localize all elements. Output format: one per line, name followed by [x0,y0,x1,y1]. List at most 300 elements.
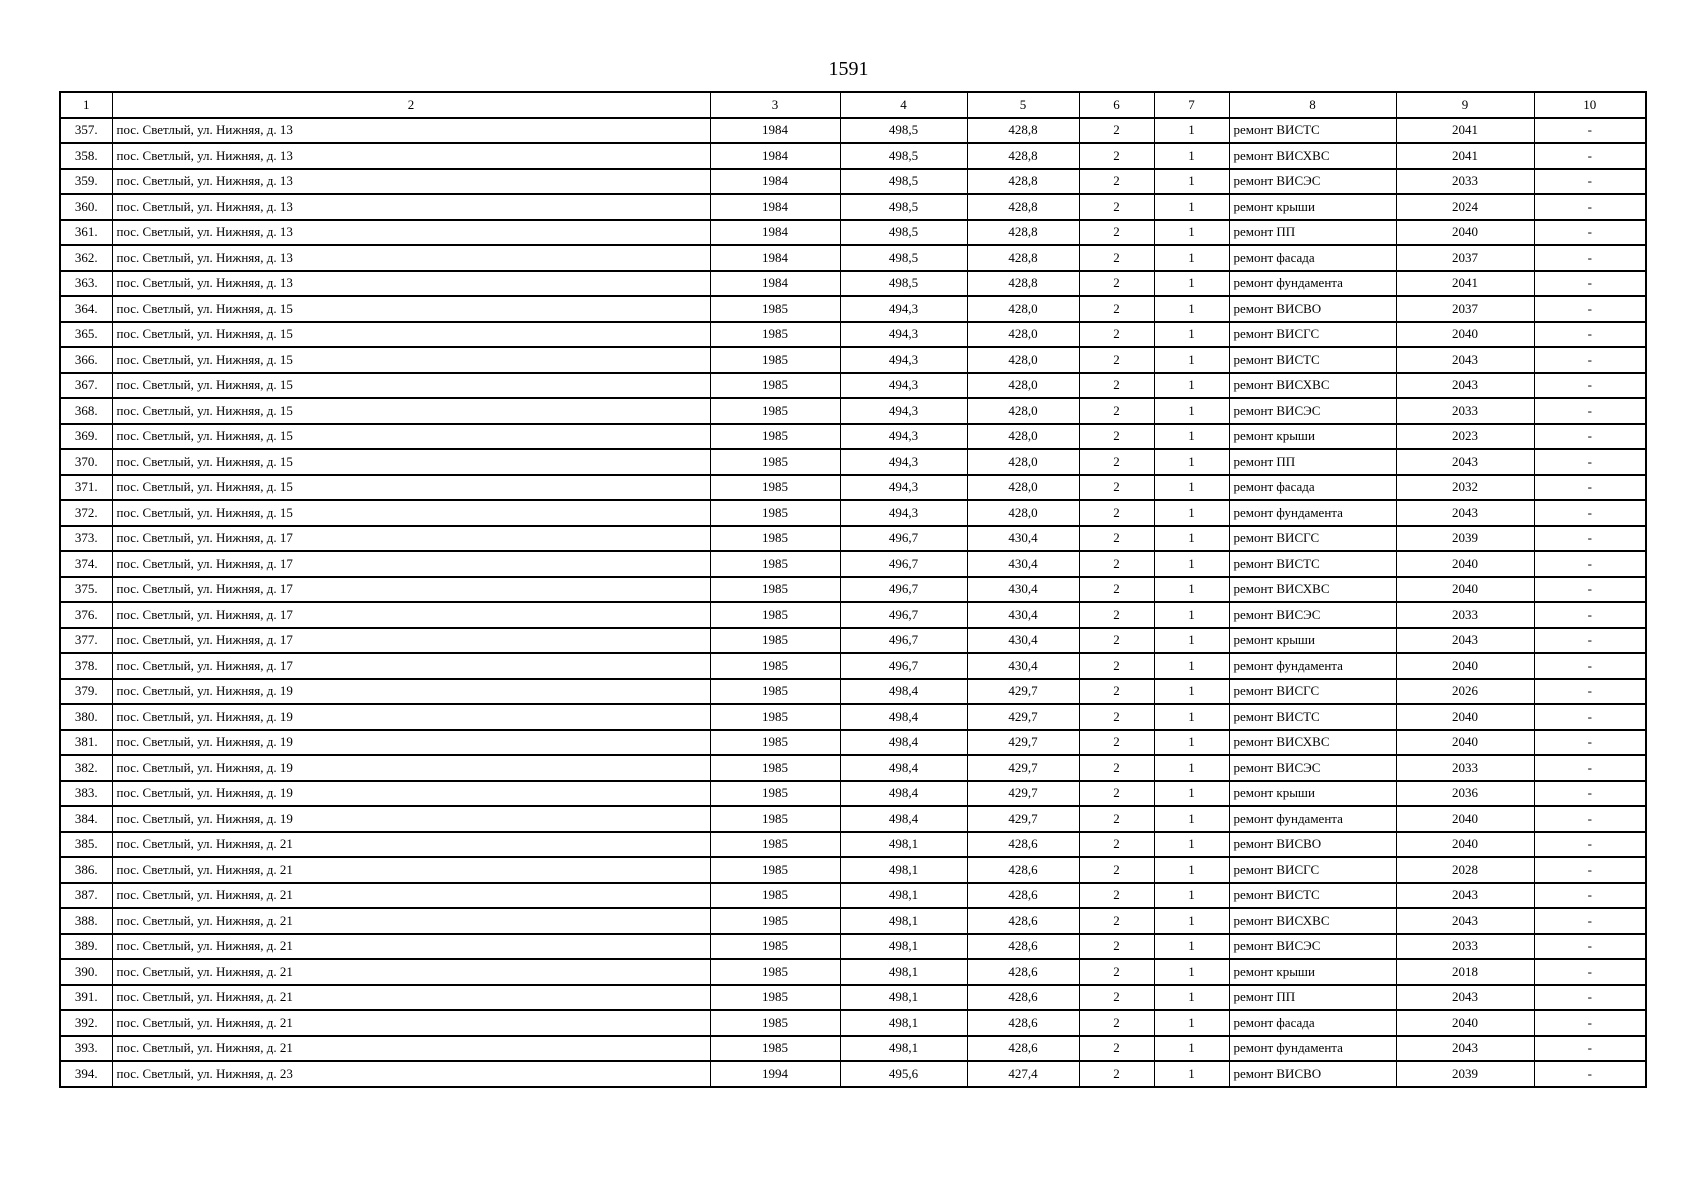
table-row [60,220,1646,246]
year-cell: 1985 [710,755,840,781]
year-cell: 1985 [710,1010,840,1036]
planned-year-cell: 2018 [1396,959,1534,985]
note-cell: - [1534,347,1646,373]
area-living-cell: 429,7 [967,730,1079,756]
table-row [60,1061,1646,1087]
area-living-cell: 428,8 [967,143,1079,169]
floors-cell: 2 [1079,628,1154,654]
note-cell: - [1534,194,1646,220]
planned-year-cell: 2041 [1396,271,1534,297]
area-living-cell: 428,0 [967,322,1079,348]
area-total-cell: 498,4 [840,730,967,756]
floors-cell: 2 [1079,347,1154,373]
floors-cell: 2 [1079,602,1154,628]
register-table [59,91,1647,1088]
planned-year-cell: 2028 [1396,857,1534,883]
entrances-cell: 1 [1154,296,1229,322]
planned-year-cell: 2043 [1396,883,1534,909]
entrances-cell: 1 [1154,1010,1229,1036]
row-number-cell: 364. [60,296,112,322]
table-row [60,424,1646,450]
work-type-cell: ремонт ВИСТС [1229,883,1396,909]
area-living-cell: 428,8 [967,245,1079,271]
planned-year-cell: 2040 [1396,832,1534,858]
area-total-cell: 498,4 [840,781,967,807]
year-cell: 1985 [710,934,840,960]
area-living-cell: 428,8 [967,169,1079,195]
row-number-cell: 384. [60,806,112,832]
year-cell: 1985 [710,704,840,730]
area-total-cell: 498,1 [840,959,967,985]
planned-year-cell: 2043 [1396,985,1534,1011]
floors-cell: 2 [1079,118,1154,144]
year-cell: 1985 [710,653,840,679]
area-total-cell: 496,7 [840,602,967,628]
note-cell: - [1534,322,1646,348]
area-living-cell: 429,7 [967,781,1079,807]
work-type-cell: ремонт фасада [1229,475,1396,501]
entrances-cell: 1 [1154,194,1229,220]
address-cell: пос. Светлый, ул. Нижняя, д. 21 [112,959,710,985]
entrances-cell: 1 [1154,781,1229,807]
row-number-cell: 379. [60,679,112,705]
area-living-cell: 430,4 [967,551,1079,577]
area-living-cell: 428,6 [967,959,1079,985]
work-type-cell: ремонт ВИСВО [1229,296,1396,322]
planned-year-cell: 2041 [1396,118,1534,144]
work-type-cell: ремонт ВИСГС [1229,857,1396,883]
area-total-cell: 494,3 [840,500,967,526]
address-cell: пос. Светлый, ул. Нижняя, д. 19 [112,806,710,832]
area-total-cell: 494,3 [840,424,967,450]
row-number-cell: 361. [60,220,112,246]
address-cell: пос. Светлый, ул. Нижняя, д. 13 [112,220,710,246]
entrances-cell: 1 [1154,500,1229,526]
table-row [60,118,1646,144]
entrances-cell: 1 [1154,449,1229,475]
area-total-cell: 496,7 [840,551,967,577]
planned-year-cell: 2043 [1396,908,1534,934]
planned-year-cell: 2023 [1396,424,1534,450]
note-cell: - [1534,653,1646,679]
planned-year-cell: 2043 [1396,449,1534,475]
work-type-cell: ремонт фасада [1229,245,1396,271]
note-cell: - [1534,934,1646,960]
area-total-cell: 496,7 [840,653,967,679]
planned-year-cell: 2040 [1396,577,1534,603]
table-row [60,1010,1646,1036]
planned-year-cell: 2032 [1396,475,1534,501]
year-cell: 1985 [710,806,840,832]
area-living-cell: 429,7 [967,704,1079,730]
entrances-cell: 1 [1154,806,1229,832]
row-number-cell: 390. [60,959,112,985]
work-type-cell: ремонт ВИСГС [1229,679,1396,705]
address-cell: пос. Светлый, ул. Нижняя, д. 21 [112,857,710,883]
row-number-cell: 394. [60,1061,112,1087]
address-cell: пос. Светлый, ул. Нижняя, д. 13 [112,194,710,220]
address-cell: пос. Светлый, ул. Нижняя, д. 21 [112,908,710,934]
address-cell: пос. Светлый, ул. Нижняя, д. 15 [112,500,710,526]
year-cell: 1985 [710,1036,840,1062]
address-cell: пос. Светлый, ул. Нижняя, д. 21 [112,883,710,909]
work-type-cell: ремонт ВИСЭС [1229,755,1396,781]
column-header: 5 [967,92,1079,118]
note-cell: - [1534,296,1646,322]
note-cell: - [1534,449,1646,475]
work-type-cell: ремонт ВИСХВС [1229,577,1396,603]
year-cell: 1985 [710,526,840,552]
planned-year-cell: 2040 [1396,730,1534,756]
table-row [60,857,1646,883]
work-type-cell: ремонт ВИСХВС [1229,143,1396,169]
year-cell: 1985 [710,857,840,883]
address-cell: пос. Светлый, ул. Нижняя, д. 17 [112,577,710,603]
area-total-cell: 498,1 [840,985,967,1011]
column-header: 6 [1079,92,1154,118]
work-type-cell: ремонт крыши [1229,628,1396,654]
table-row [60,449,1646,475]
table-row [60,296,1646,322]
address-cell: пос. Светлый, ул. Нижняя, д. 17 [112,551,710,577]
work-type-cell: ремонт крыши [1229,959,1396,985]
address-cell: пос. Светлый, ул. Нижняя, д. 15 [112,322,710,348]
planned-year-cell: 2024 [1396,194,1534,220]
year-cell: 1984 [710,118,840,144]
floors-cell: 2 [1079,271,1154,297]
work-type-cell: ремонт ВИСХВС [1229,908,1396,934]
work-type-cell: ремонт ВИСЭС [1229,602,1396,628]
floors-cell: 2 [1079,143,1154,169]
year-cell: 1985 [710,602,840,628]
row-number-cell: 376. [60,602,112,628]
table-row [60,934,1646,960]
table-row [60,245,1646,271]
entrances-cell: 1 [1154,755,1229,781]
work-type-cell: ремонт фундамента [1229,271,1396,297]
entrances-cell: 1 [1154,577,1229,603]
entrances-cell: 1 [1154,857,1229,883]
row-number-cell: 372. [60,500,112,526]
table-row [60,526,1646,552]
area-living-cell: 429,7 [967,679,1079,705]
entrances-cell: 1 [1154,985,1229,1011]
work-type-cell: ремонт фундамента [1229,653,1396,679]
table-row [60,806,1646,832]
address-cell: пос. Светлый, ул. Нижняя, д. 15 [112,475,710,501]
floors-cell: 2 [1079,398,1154,424]
work-type-cell: ремонт крыши [1229,781,1396,807]
planned-year-cell: 2033 [1396,755,1534,781]
work-type-cell: ремонт ВИСЭС [1229,169,1396,195]
area-total-cell: 498,5 [840,220,967,246]
planned-year-cell: 2040 [1396,806,1534,832]
planned-year-cell: 2039 [1396,1061,1534,1087]
row-number-cell: 375. [60,577,112,603]
planned-year-cell: 2043 [1396,500,1534,526]
work-type-cell: ремонт ПП [1229,985,1396,1011]
entrances-cell: 1 [1154,704,1229,730]
address-cell: пос. Светлый, ул. Нижняя, д. 15 [112,296,710,322]
address-cell: пос. Светлый, ул. Нижняя, д. 19 [112,679,710,705]
column-header: 9 [1396,92,1534,118]
entrances-cell: 1 [1154,1061,1229,1087]
note-cell: - [1534,271,1646,297]
floors-cell: 2 [1079,373,1154,399]
note-cell: - [1534,1061,1646,1087]
area-living-cell: 428,0 [967,347,1079,373]
work-type-cell: ремонт ВИСТС [1229,704,1396,730]
table-row [60,373,1646,399]
area-total-cell: 498,1 [840,857,967,883]
area-total-cell: 498,1 [840,832,967,858]
planned-year-cell: 2039 [1396,526,1534,552]
table-row [60,347,1646,373]
note-cell: - [1534,755,1646,781]
area-living-cell: 428,0 [967,398,1079,424]
row-number-cell: 380. [60,704,112,730]
row-number-cell: 370. [60,449,112,475]
entrances-cell: 1 [1154,169,1229,195]
table-row [60,959,1646,985]
address-cell: пос. Светлый, ул. Нижняя, д. 19 [112,781,710,807]
table-row [60,1036,1646,1062]
planned-year-cell: 2040 [1396,322,1534,348]
address-cell: пос. Светлый, ул. Нижняя, д. 17 [112,653,710,679]
row-number-cell: 386. [60,857,112,883]
floors-cell: 2 [1079,679,1154,705]
note-cell: - [1534,1010,1646,1036]
work-type-cell: ремонт фасада [1229,1010,1396,1036]
row-number-cell: 357. [60,118,112,144]
floors-cell: 2 [1079,577,1154,603]
note-cell: - [1534,908,1646,934]
work-type-cell: ремонт ВИСВО [1229,832,1396,858]
entrances-cell: 1 [1154,832,1229,858]
table-row [60,628,1646,654]
area-living-cell: 428,6 [967,883,1079,909]
entrances-cell: 1 [1154,602,1229,628]
entrances-cell: 1 [1154,628,1229,654]
area-total-cell: 498,5 [840,194,967,220]
floors-cell: 2 [1079,220,1154,246]
area-living-cell: 428,0 [967,475,1079,501]
floors-cell: 2 [1079,1010,1154,1036]
planned-year-cell: 2037 [1396,296,1534,322]
floors-cell: 2 [1079,806,1154,832]
work-type-cell: ремонт ПП [1229,449,1396,475]
planned-year-cell: 2040 [1396,551,1534,577]
area-total-cell: 498,5 [840,143,967,169]
floors-cell: 2 [1079,908,1154,934]
entrances-cell: 1 [1154,679,1229,705]
row-number-cell: 389. [60,934,112,960]
note-cell: - [1534,551,1646,577]
area-living-cell: 428,0 [967,449,1079,475]
area-living-cell: 428,0 [967,500,1079,526]
address-cell: пос. Светлый, ул. Нижняя, д. 15 [112,398,710,424]
note-cell: - [1534,475,1646,501]
floors-cell: 2 [1079,959,1154,985]
address-cell: пос. Светлый, ул. Нижняя, д. 19 [112,755,710,781]
planned-year-cell: 2036 [1396,781,1534,807]
area-living-cell: 428,6 [967,908,1079,934]
table-row [60,985,1646,1011]
planned-year-cell: 2040 [1396,220,1534,246]
entrances-cell: 1 [1154,245,1229,271]
planned-year-cell: 2043 [1396,373,1534,399]
note-cell: - [1534,398,1646,424]
table-row [60,398,1646,424]
year-cell: 1985 [710,424,840,450]
year-cell: 1985 [710,398,840,424]
area-total-cell: 498,4 [840,806,967,832]
year-cell: 1984 [710,271,840,297]
area-living-cell: 428,0 [967,373,1079,399]
table-row [60,143,1646,169]
note-cell: - [1534,857,1646,883]
planned-year-cell: 2033 [1396,398,1534,424]
floors-cell: 2 [1079,551,1154,577]
floors-cell: 2 [1079,449,1154,475]
table-row [60,500,1646,526]
floors-cell: 2 [1079,1036,1154,1062]
address-cell: пос. Светлый, ул. Нижняя, д. 17 [112,602,710,628]
note-cell: - [1534,245,1646,271]
column-header: 4 [840,92,967,118]
entrances-cell: 1 [1154,143,1229,169]
work-type-cell: ремонт ВИСВО [1229,1061,1396,1087]
row-number-cell: 388. [60,908,112,934]
table-row [60,475,1646,501]
entrances-cell: 1 [1154,220,1229,246]
entrances-cell: 1 [1154,475,1229,501]
entrances-cell: 1 [1154,526,1229,552]
planned-year-cell: 2033 [1396,169,1534,195]
year-cell: 1985 [710,551,840,577]
address-cell: пос. Светлый, ул. Нижняя, д. 19 [112,704,710,730]
address-cell: пос. Светлый, ул. Нижняя, д. 21 [112,985,710,1011]
area-living-cell: 428,6 [967,985,1079,1011]
planned-year-cell: 2041 [1396,143,1534,169]
note-cell: - [1534,500,1646,526]
area-living-cell: 428,0 [967,424,1079,450]
note-cell: - [1534,169,1646,195]
planned-year-cell: 2040 [1396,704,1534,730]
year-cell: 1985 [710,577,840,603]
row-number-cell: 373. [60,526,112,552]
note-cell: - [1534,526,1646,552]
row-number-cell: 362. [60,245,112,271]
year-cell: 1984 [710,194,840,220]
note-cell: - [1534,1036,1646,1062]
table-row [60,577,1646,603]
note-cell: - [1534,577,1646,603]
work-type-cell: ремонт крыши [1229,194,1396,220]
floors-cell: 2 [1079,857,1154,883]
floors-cell: 2 [1079,245,1154,271]
planned-year-cell: 2043 [1396,347,1534,373]
floors-cell: 2 [1079,653,1154,679]
area-living-cell: 430,4 [967,653,1079,679]
table-row [60,781,1646,807]
table-row [60,322,1646,348]
year-cell: 1985 [710,985,840,1011]
table-row [60,883,1646,909]
work-type-cell: ремонт ВИСГС [1229,526,1396,552]
planned-year-cell: 2040 [1396,1010,1534,1036]
work-type-cell: ремонт ВИСТС [1229,118,1396,144]
year-cell: 1985 [710,730,840,756]
work-type-cell: ремонт фундамента [1229,806,1396,832]
area-total-cell: 494,3 [840,347,967,373]
row-number-cell: 385. [60,832,112,858]
planned-year-cell: 2026 [1396,679,1534,705]
note-cell: - [1534,806,1646,832]
year-cell: 1985 [710,449,840,475]
floors-cell: 2 [1079,883,1154,909]
table-row [60,551,1646,577]
year-cell: 1985 [710,883,840,909]
address-cell: пос. Светлый, ул. Нижняя, д. 19 [112,730,710,756]
year-cell: 1984 [710,143,840,169]
row-number-cell: 392. [60,1010,112,1036]
entrances-cell: 1 [1154,959,1229,985]
table-row [60,730,1646,756]
year-cell: 1984 [710,220,840,246]
year-cell: 1984 [710,169,840,195]
area-total-cell: 498,4 [840,704,967,730]
row-number-cell: 377. [60,628,112,654]
floors-cell: 2 [1079,832,1154,858]
area-living-cell: 430,4 [967,628,1079,654]
address-cell: пос. Светлый, ул. Нижняя, д. 13 [112,245,710,271]
row-number-cell: 366. [60,347,112,373]
area-total-cell: 496,7 [840,526,967,552]
table-row [60,755,1646,781]
area-total-cell: 498,4 [840,755,967,781]
note-cell: - [1534,704,1646,730]
floors-cell: 2 [1079,704,1154,730]
address-cell: пос. Светлый, ул. Нижняя, д. 15 [112,373,710,399]
note-cell: - [1534,143,1646,169]
year-cell: 1985 [710,500,840,526]
area-total-cell: 494,3 [840,322,967,348]
work-type-cell: ремонт фундамента [1229,500,1396,526]
address-cell: пос. Светлый, ул. Нижняя, д. 23 [112,1061,710,1087]
area-total-cell: 496,7 [840,577,967,603]
entrances-cell: 1 [1154,934,1229,960]
year-cell: 1985 [710,908,840,934]
address-cell: пос. Светлый, ул. Нижняя, д. 13 [112,143,710,169]
floors-cell: 2 [1079,500,1154,526]
floors-cell: 2 [1079,169,1154,195]
year-cell: 1985 [710,296,840,322]
address-cell: пос. Светлый, ул. Нижняя, д. 13 [112,118,710,144]
floors-cell: 2 [1079,194,1154,220]
floors-cell: 2 [1079,322,1154,348]
row-number-cell: 393. [60,1036,112,1062]
entrances-cell: 1 [1154,347,1229,373]
area-living-cell: 427,4 [967,1061,1079,1087]
year-cell: 1984 [710,245,840,271]
area-living-cell: 430,4 [967,526,1079,552]
column-header: 1 [60,92,112,118]
area-living-cell: 428,6 [967,934,1079,960]
note-cell: - [1534,373,1646,399]
address-cell: пос. Светлый, ул. Нижняя, д. 21 [112,832,710,858]
table-row [60,704,1646,730]
